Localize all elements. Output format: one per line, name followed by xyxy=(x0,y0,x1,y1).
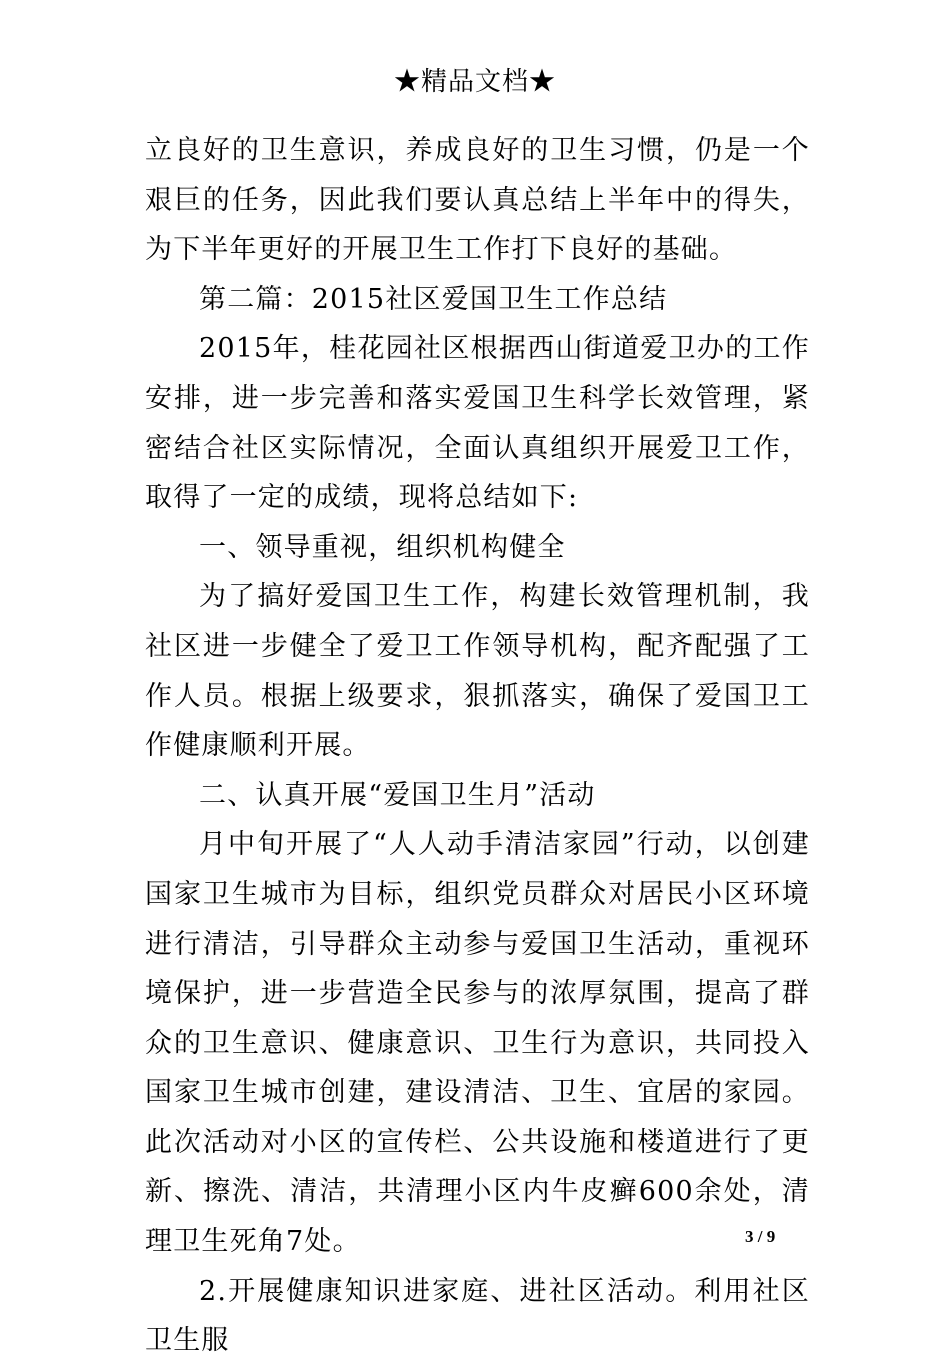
section-heading-chapter-two: 第二篇：2015社区爱国卫生工作总结 xyxy=(199,283,668,315)
section-heading-hygiene-month: 二、认真开展“爱国卫生月”活动 xyxy=(199,779,596,811)
document-body xyxy=(145,126,810,1366)
paragraph-hygiene-month: 月中旬开展了“人人动手清洁家园”行动，以创建国家卫生城市为目标，组织党员群众对居民小区环境进行清洁，引导群众主动参与爱国卫生活动，重视环境保护，进一步营造全民参与的浓厚氛围，提高了群众的卫生意识、健康意识、卫生行为意识，共同投入国家卫生城市创建，建设清洁、卫生、宜居的家园。此次活动对小区的宣传栏、公共设施和楼道进行了更新、擦洗、清洁，共清理小区内牛皮癣600余处，清理卫生死角7处。 xyxy=(145,829,810,1258)
paragraph-intro: 2015年，桂花园社区根据西山街道爱卫办的工作安排，进一步完善和落实爱国卫生科学长效管理，紧密结合社区实际情况，全面认真组织开展爱卫工作，取得了一定的成绩，现将总结如下: xyxy=(145,333,810,514)
paragraph-leadership: 为了搞好爱国卫生工作，构建长效管理机制，我社区进一步健全了爱卫工作领导机构，配齐配强了工作人员。根据上级要求，狠抓落实，确保了爱国卫工作健康顺利开展。 xyxy=(145,581,810,762)
paragraph-continuation: 立良好的卫生意识，养成良好的卫生习惯，仍是一个艰巨的任务，因此我们要认真总结上半年中的得失，为下半年更好的开展卫生工作打下良好的基础。 xyxy=(145,135,810,266)
page-number: 3 / 9 xyxy=(745,1227,776,1246)
section-heading-leadership: 一、领导重视，组织机构健全 xyxy=(199,531,566,563)
paragraph-health-knowledge: 2.开展健康知识进家庭、进社区活动。利用社区卫生服 xyxy=(145,1275,810,1357)
page-header-title: ★精品文档★ xyxy=(393,67,556,97)
